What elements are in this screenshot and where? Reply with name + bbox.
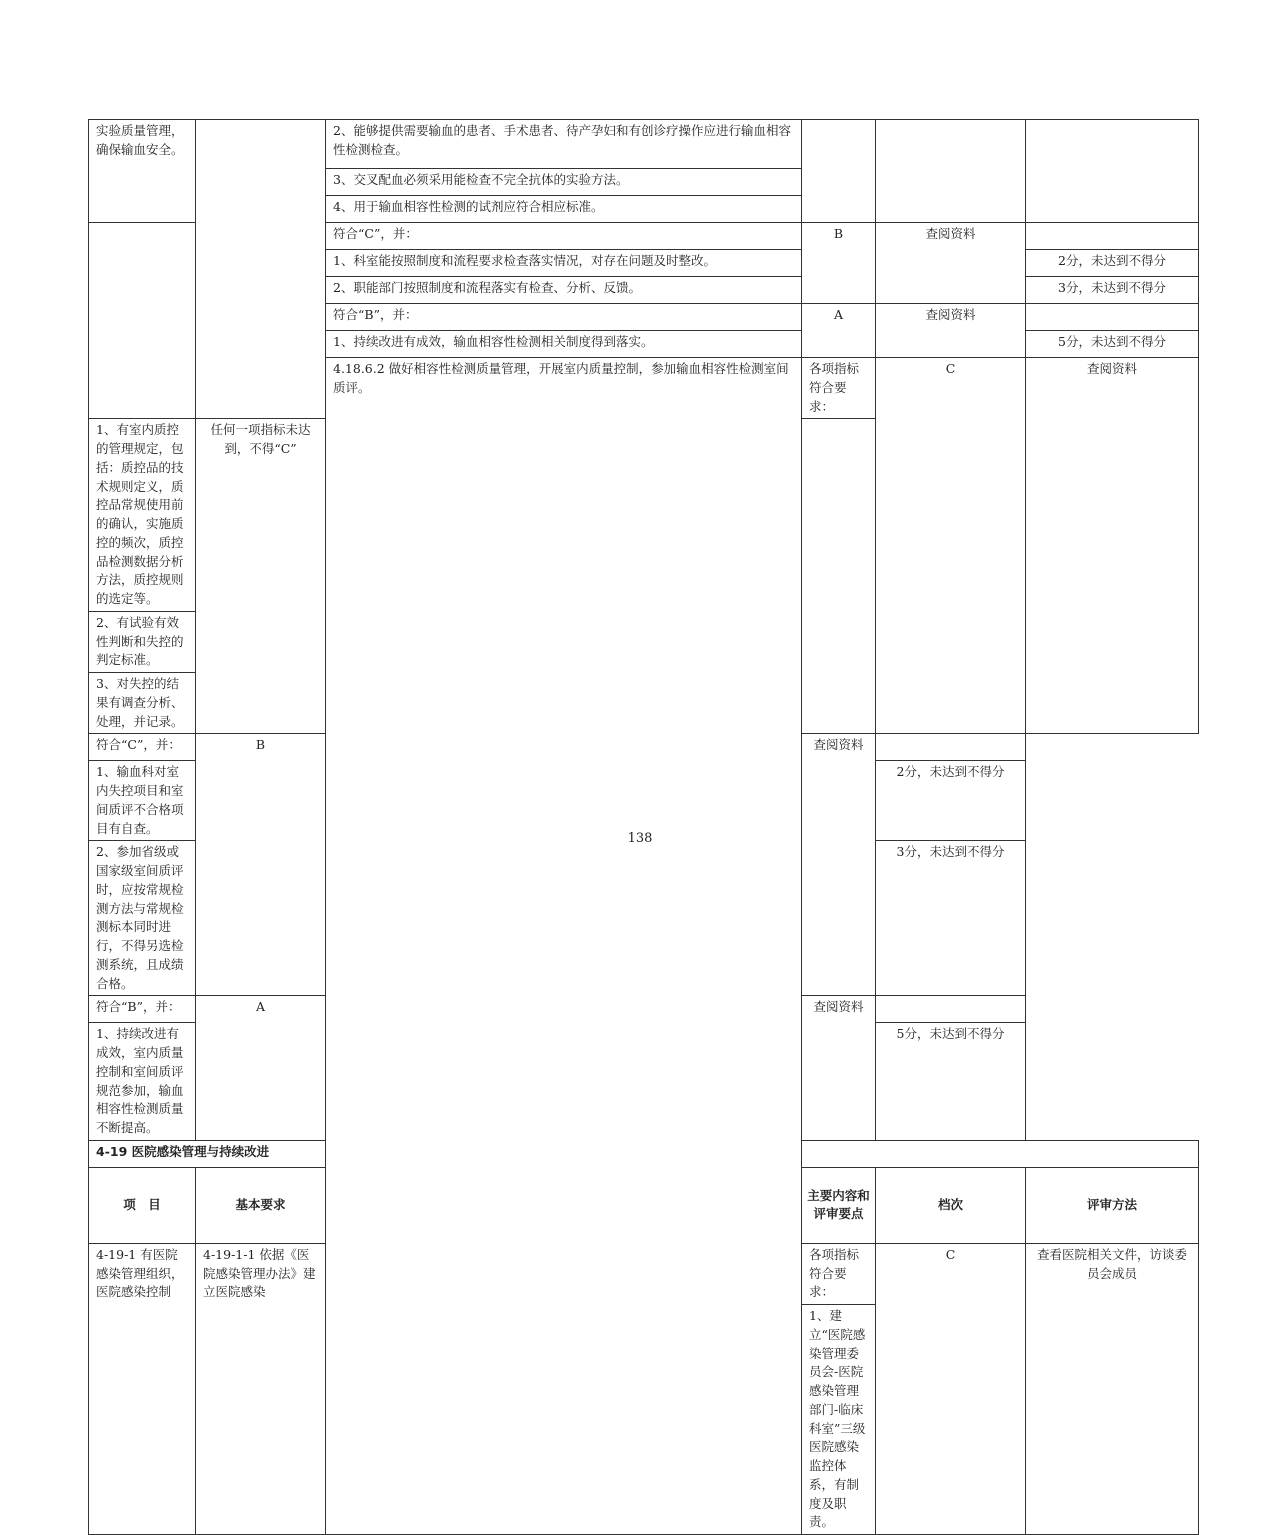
content-item: 1、建立“医院感染管理委员会-医院感染管理部门-临床科室”三级医院感染监控体系，有制 度及职责。 [802,1305,876,1535]
project-cell-empty [89,223,196,419]
standard-cell: 2分，未达到不得分 [876,761,1026,841]
content-item: 4、用于输血相容性检测的试剂应符合相应标准。 [326,196,802,223]
header-project: 项 目 [89,1167,196,1243]
standard-cell-empty [1026,223,1199,250]
content-intro: 符合“B”，并： [89,996,196,1023]
grade-cell: C [876,1243,1026,1534]
method-cell: 查阅资料 [1026,358,1199,734]
method-cell: 查看医院相关文件，访谈委员会成员 [1026,1243,1199,1534]
content-intro: 符合“C”，并： [89,734,196,761]
standard-cell: 2分，未达到不得分 [1026,250,1199,277]
standard-cell: 任何一项指标未达到，不得“C” [196,419,326,734]
standard-cell: 3分，未达到不得分 [1026,277,1199,304]
content-item: 3、交叉配血必须采用能检查不完全抗体的实验方法。 [326,169,802,196]
content-item: 1、科室能按照制度和流程要求检查落实情况，对存在问题及时整改。 [326,250,802,277]
content-intro: 符合“B”，并： [326,304,802,331]
grade-cell: B [196,734,326,996]
content-item: 2、有试验有效性判断和失控的判定标准。 [89,611,196,672]
grade-cell: B [802,223,876,304]
content-intro: 符合“C”，并： [326,223,802,250]
basic-requirement-cell: 4-19-1-1 依据《医院感染管理办法》建立医院感染 [196,1243,326,1534]
standard-cell-empty [876,996,1026,1023]
content-intro: 各项指标符合要求： [802,1243,876,1304]
header-content: 主要内容和评审要点 [802,1167,876,1243]
grade-cell: A [802,304,876,358]
method-cell: 查阅资料 [876,304,1026,358]
standard-cell [1026,120,1199,223]
header-basic: 基本要求 [196,1167,326,1243]
content-item: 1、有室内质控的管理规定，包括：质控品的技术规则定义，质控品常规使用前的确认，实施质控的频次，质控品检测数据分析方法，质控规则的选定等。 [89,419,196,612]
standard-cell: 3分，未达到不得分 [876,841,1026,996]
section-heading: 4-19 医院感染管理与持续改进 [89,1140,1199,1167]
content-item: 2、参加省级或国家级室间质评时，应按常规检测方法与常规检测标本同时进行，不得另选检测系统，且成绩合格。 [89,841,196,996]
standard-cell: 5分，未达到不得分 [876,1023,1026,1141]
content-intro: 各项指标符合要求： [802,358,876,419]
review-standards-table [88,119,1199,1535]
content-item: 3、对失控的结果有调查分析、处理，并记录。 [89,673,196,734]
standard-cell-empty [876,734,1026,761]
header-grade: 档次 [876,1167,1026,1243]
method-cell: 查阅资料 [802,996,876,1141]
standard-cell-empty [1026,304,1199,331]
basic-requirement-cell [196,120,326,419]
project-cell: 实验质量管理，确保输血安全。 [89,120,196,223]
header-method: 评审方法 [1026,1167,1199,1243]
content-item: 1、持续改进有成效，输血相容性检测相关制度得到落实。 [326,331,802,358]
grade-cell: C [876,358,1026,734]
page-number: 138 [627,831,653,846]
content-item: 1、持续改进有成效，室内质量控制和室间质评规范参加，输血相容性检测质量不断提高。 [89,1023,196,1141]
basic-requirement-cell: 4.18.6.2 做好相容性检测质量管理，开展室内质量控制，参加输血相容性检测室间质评。 [326,358,802,1535]
content-item: 1、输血科对室内失控项目和室间质评不合格项目有自查。 [89,761,196,841]
method-cell: 查阅资料 [876,223,1026,304]
project-cell: 4-19-1 有医院感染管理组织，医院感染控制 [89,1243,196,1534]
method-cell [876,120,1026,223]
grade-cell [802,120,876,223]
grade-cell: A [196,996,326,1141]
method-cell: 查阅资料 [802,734,876,996]
content-item: 2、职能部门按照制度和流程落实有检查、分析、反馈。 [326,277,802,304]
content-item: 2、能够提供需要输血的患者、手术患者、待产孕妇和有创诊疗操作应进行输血相容性检测检查。 [326,120,802,169]
standard-cell: 5分，未达到不得分 [1026,331,1199,358]
